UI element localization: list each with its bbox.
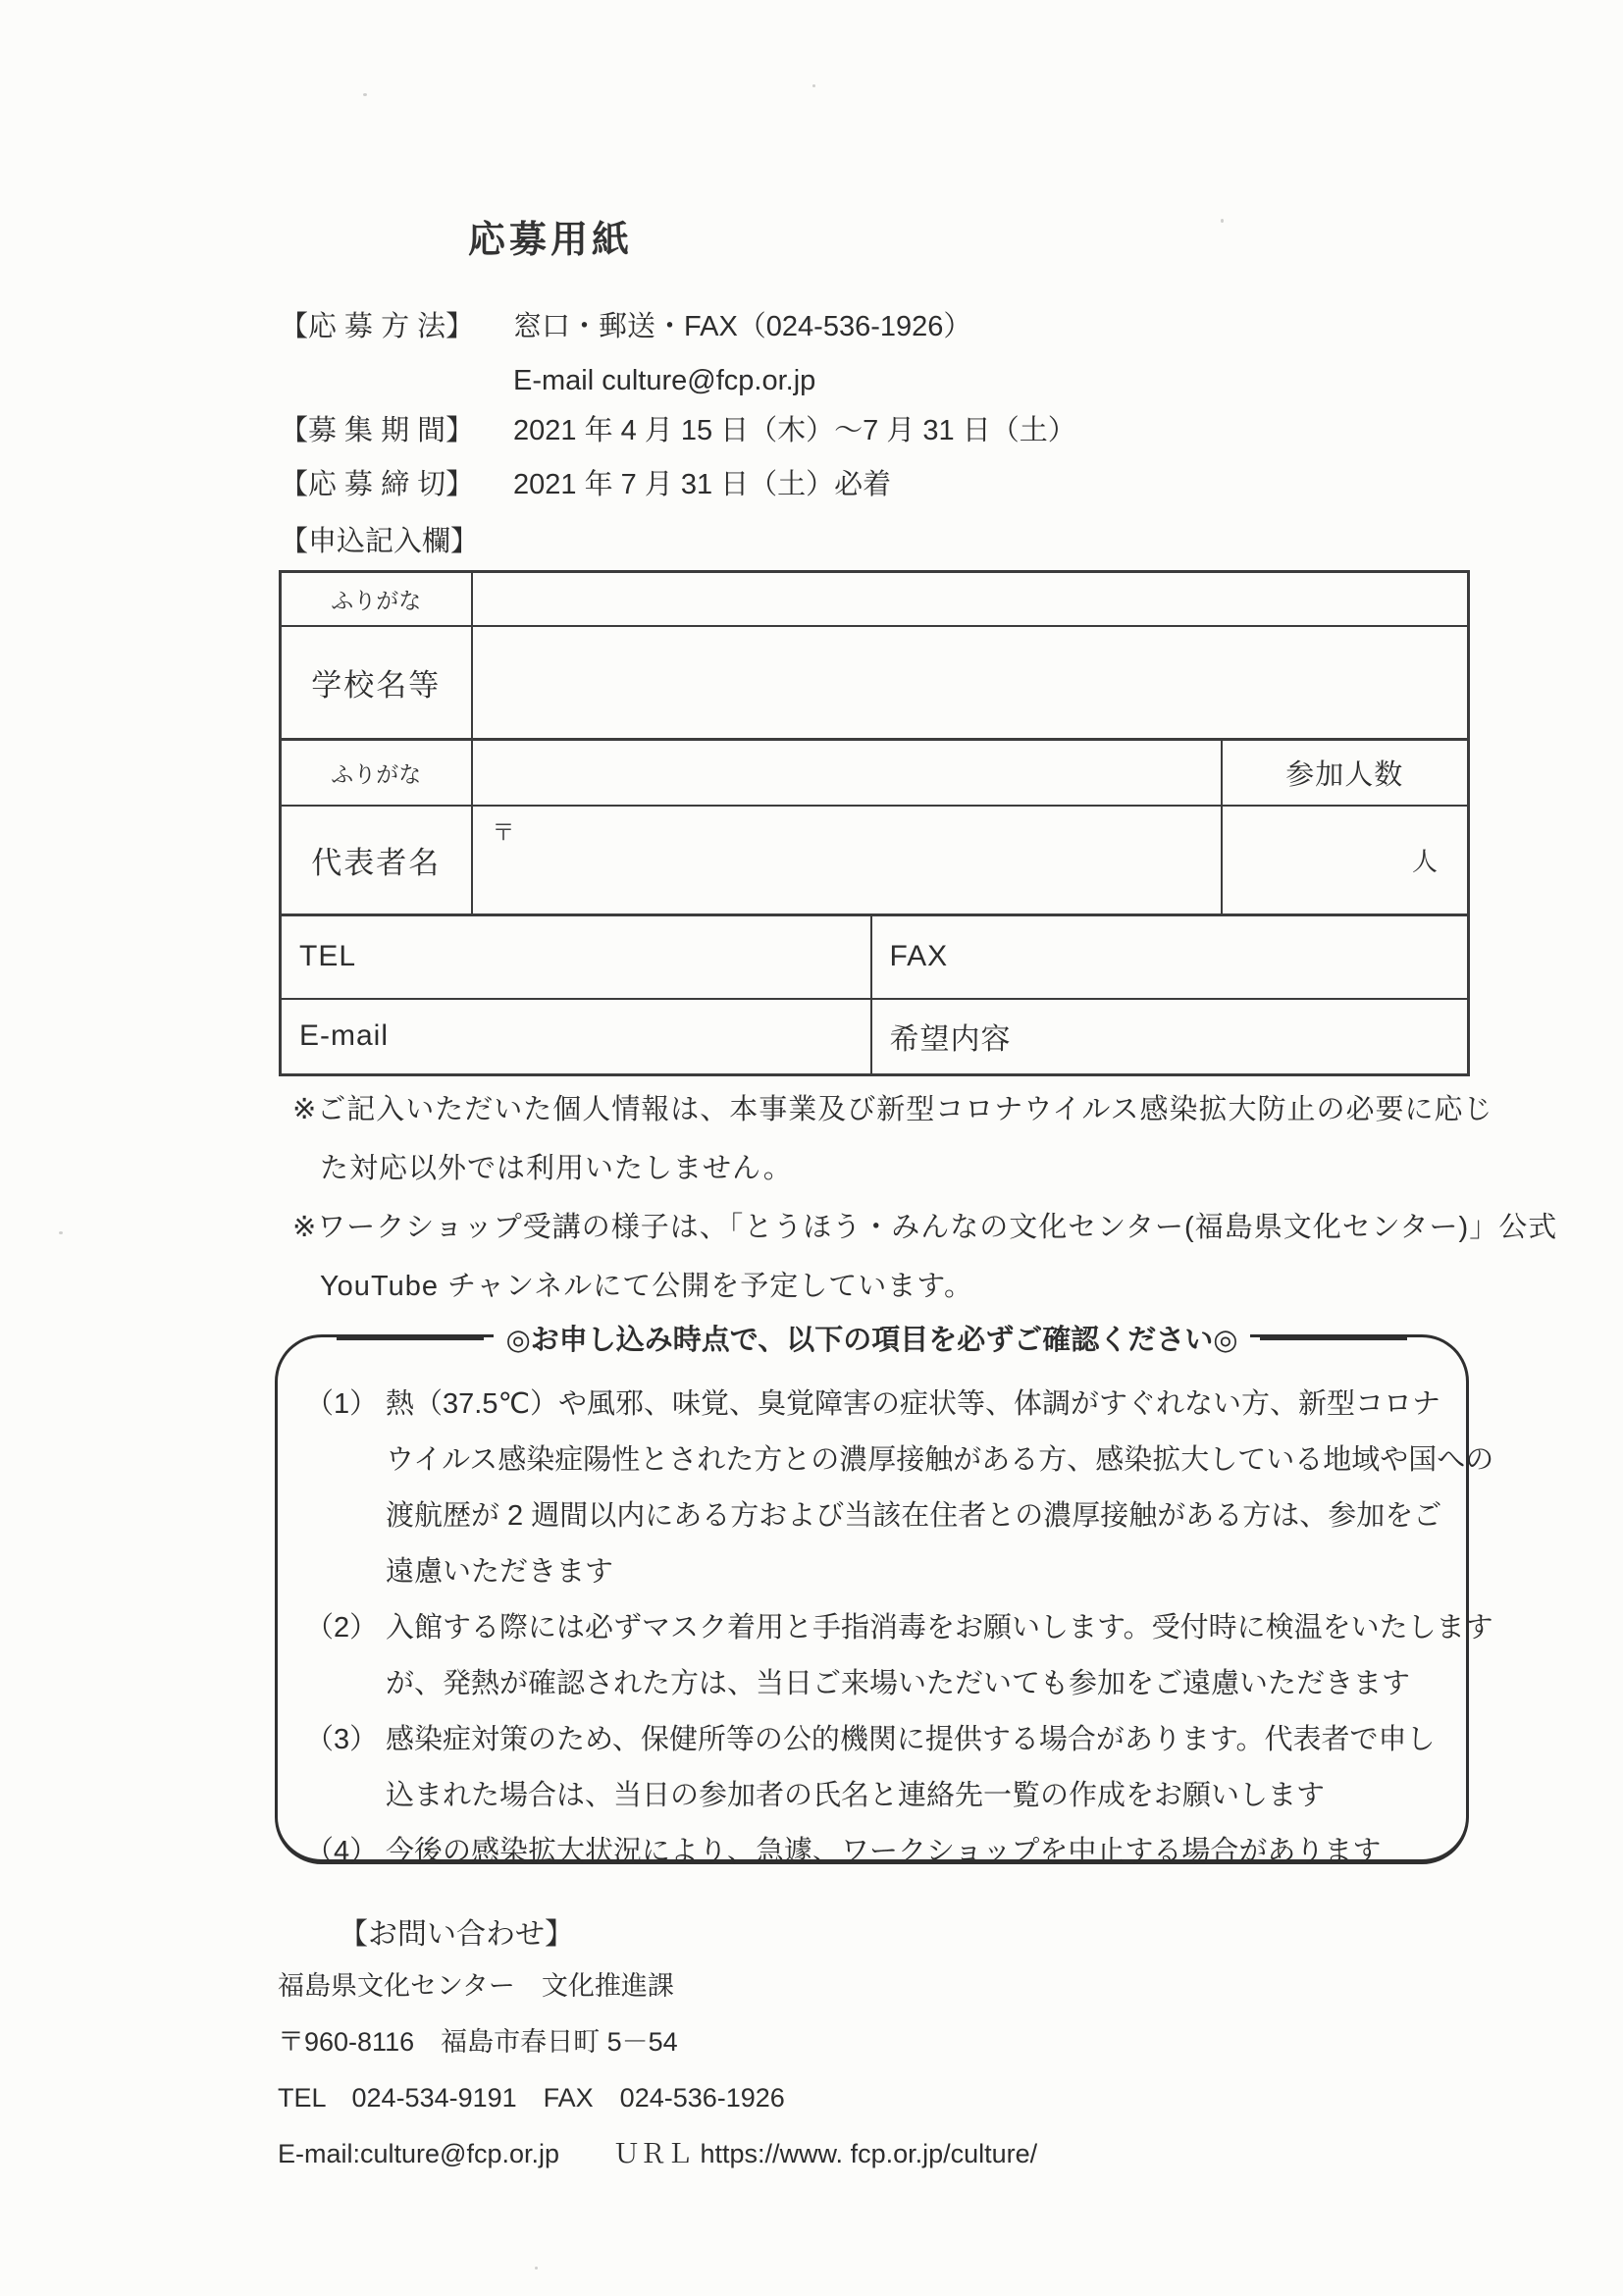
deadline-label: 【応 募 締 切】 xyxy=(280,469,475,500)
note-youtube-line2: YouTube チャンネルにて公開を予定しています。 xyxy=(320,1271,973,1302)
school-name-field xyxy=(472,626,1469,740)
item-3-line-1: 感染症対策のため、保健所等の公的機関に提供する場合があります。代表者で申し xyxy=(386,1724,1436,1755)
legend-right-bar xyxy=(1260,1334,1407,1340)
page-title: 応募用紙 xyxy=(468,220,634,261)
confirmation-items xyxy=(278,1337,1494,1880)
item-4-marker: （4） xyxy=(305,1836,379,1867)
postal-mark: 〒 xyxy=(492,818,515,845)
furigana-school-label: ふりがな xyxy=(281,572,472,626)
scan-speck xyxy=(363,93,367,96)
email-address-link: culture@fcp.or.jp xyxy=(602,365,816,396)
contact-url: ＵＲＬ https://www. fcp.or.jp/culture/ xyxy=(613,2139,1038,2168)
application-email-row xyxy=(280,359,815,402)
requested-content-field: 希望内容 xyxy=(871,999,1469,1075)
item-1-line-2: ウイルス感染症陽性とされた方との濃厚接触がある方、感染拡大している地域や国への xyxy=(386,1444,1494,1476)
furigana-representative-field xyxy=(472,740,1222,806)
participants-count-label: 参加人数 xyxy=(1222,740,1469,806)
recruitment-period-label: 【募 集 期 間】 xyxy=(280,415,475,446)
note-youtube-line1: ※ワークショップ受講の様子は、「とうほう・みんなの文化センター(福島県文化センター)」公式 xyxy=(292,1212,1558,1243)
confirmation-item-2 xyxy=(305,1600,1493,1656)
application-method-label: 【応 募 方 法】 xyxy=(280,311,475,342)
representative-address-field xyxy=(472,806,1222,915)
recruitment-period-value: 2021 年 4 月 15 日（木）～7 月 31 日（土） xyxy=(513,415,1076,446)
application-method-row xyxy=(280,305,971,348)
representative-name-label: 代表者名 xyxy=(281,806,472,915)
confirmation-box xyxy=(275,1324,1494,1867)
confirmation-item-4 xyxy=(305,1824,1446,1880)
contact-email-url-row xyxy=(278,2126,1037,2182)
item-3-line-2: 込まれた場合は、当日の参加者の氏名と連絡先一覧の作成をお願いします xyxy=(386,1780,1326,1811)
item-1-line-1: 熱（37.5℃）や風邪、味覚、臭覚障害の症状等、体調がすぐれない方、新型コロナ xyxy=(386,1388,1441,1420)
scan-speck xyxy=(59,1231,63,1234)
confirmation-item-3 xyxy=(305,1712,1446,1768)
item-2-line-1: 入館する際には必ずマスク着用と手指消毒をお願いします。受付時に検温をいたします xyxy=(386,1612,1493,1644)
email-field: E-mail xyxy=(281,999,871,1075)
application-method-value: 窓口・郵送・FAX（024-536-1926） xyxy=(513,311,972,342)
item-2-marker: （2） xyxy=(305,1612,379,1644)
deadline-value: 2021 年 7 月 31 日（土）必着 xyxy=(513,469,892,500)
school-name-label: 学校名等 xyxy=(281,626,472,740)
email-prefix: E-mail xyxy=(513,365,602,396)
entry-form-section-label: 【申込記入欄】 xyxy=(280,526,480,557)
item-1-line-4: 遠慮いただきます xyxy=(386,1556,614,1588)
tel-field: TEL xyxy=(281,915,871,999)
contact-header: 【お問い合わせ】 xyxy=(339,1918,574,1951)
item-2-line-2: が、発熱が確認された方は、当日ご来場いただいても参加をご遠慮いただきます xyxy=(386,1668,1411,1699)
deadline-row xyxy=(280,463,891,506)
confirmation-header-text: ◎お申し込み時点で、以下の項目を必ずご確認ください◎ xyxy=(494,1318,1249,1358)
furigana-school-field xyxy=(472,572,1469,626)
item-1-line-3: 渡航歴が 2 週間以内にある方および当該在住者との濃厚接触がある方は、参加をご xyxy=(386,1500,1442,1532)
scan-speck xyxy=(535,2267,538,2270)
contact-address: 〒960-8116 福島市春日町 5－54 xyxy=(278,2027,678,2057)
fax-field: FAX xyxy=(871,915,1469,999)
contact-email: E-mail:culture@fcp.or.jp xyxy=(278,2139,560,2168)
privacy-notes xyxy=(292,1080,1557,1316)
confirmation-box-header xyxy=(278,1316,1466,1359)
participants-count-field: 人 xyxy=(1222,806,1469,915)
recruitment-period-row xyxy=(280,409,1076,452)
contact-section xyxy=(278,1911,1037,2182)
item-4-line-1: 今後の感染拡大状況により、急遽、ワークショップを中止する場合があります xyxy=(386,1836,1382,1867)
application-form-table xyxy=(279,570,1470,1076)
confirmation-item-1 xyxy=(305,1377,1446,1433)
scan-speck xyxy=(1221,219,1224,223)
contact-tel-fax: TEL 024-534-9191 FAX 024-536-1926 xyxy=(278,2083,785,2113)
furigana-representative-label: ふりがな xyxy=(281,740,472,806)
item-3-marker: （3） xyxy=(305,1724,379,1755)
item-1-marker: （1） xyxy=(305,1388,379,1420)
legend-left-bar xyxy=(337,1334,484,1340)
note-personal-info-line1: ※ご記入いただいた個人情報は、本事業及び新型コロナウイルス感染拡大防止の必要に応じ xyxy=(292,1094,1493,1125)
scan-speck xyxy=(812,84,815,87)
note-personal-info-line2: た対応以外では利用いたしません。 xyxy=(320,1153,793,1184)
contact-organization: 福島県文化センター 文化推進課 xyxy=(278,1971,674,2001)
